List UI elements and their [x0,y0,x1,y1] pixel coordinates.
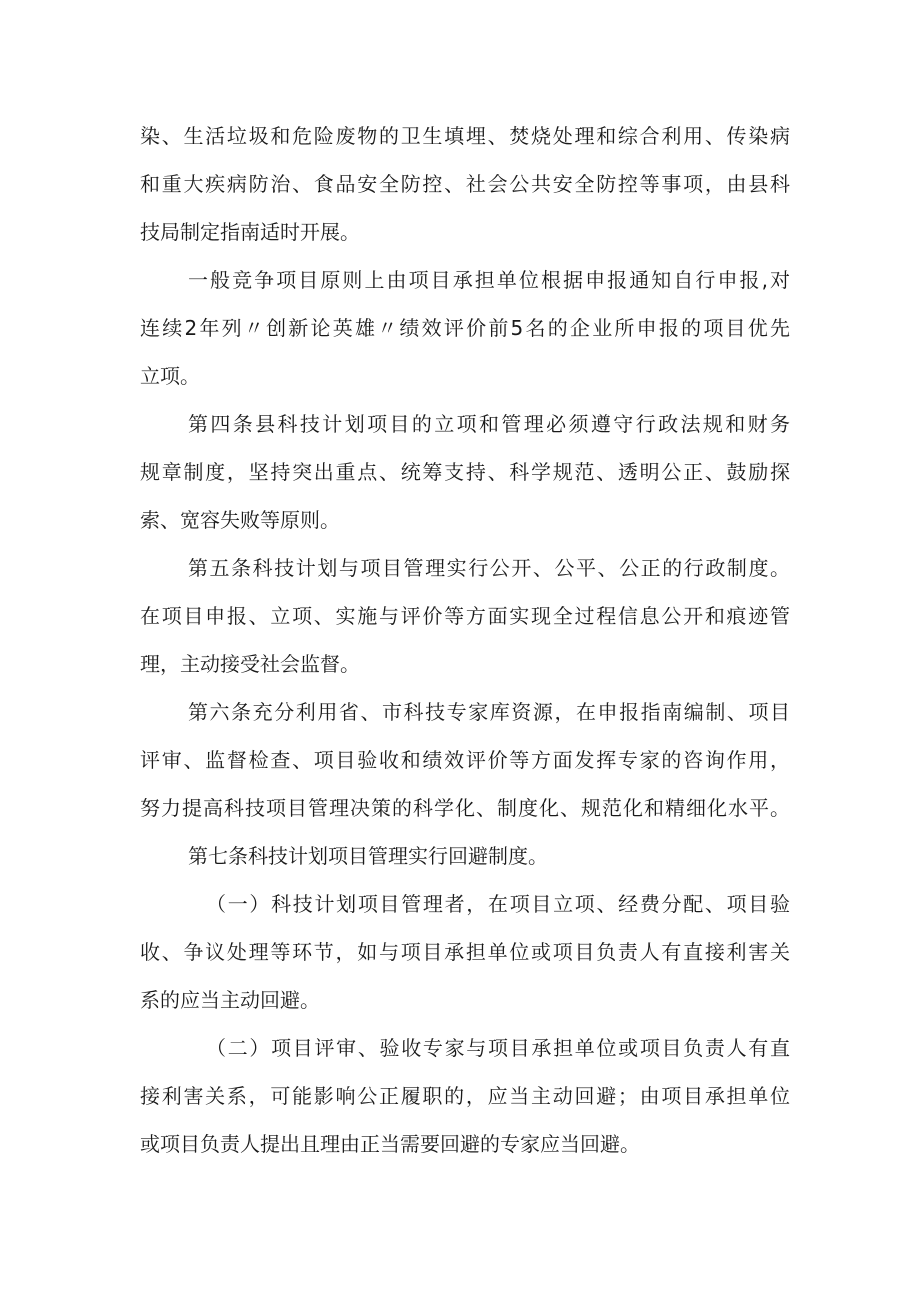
article-5-line-1: 第五条科技计划与项目管理实行公开、公平、公正的行政制度。 [188,556,790,580]
article-7-heading: 第七条科技计划项目管理实行回避制度。 [188,844,548,868]
item-2-line-2: 接利害关系，可能影响公正履职的，应当主动回避；由项目承担单位 [140,1084,790,1108]
paragraph-2-line-1: 一般竞争项目原则上由项目承担单位根据申报通知自行申报,对 [188,268,790,292]
item-1-line-2: 收、争议处理等环节，如与项目承担单位或项目负责人有直接利害关 [140,940,790,964]
item-2-line-1: （二）项目评审、验收专家与项目承担单位或项目负责人有直 [206,1036,790,1060]
paragraph-1-line-1: 染、生活垃圾和危险废物的卫生填埋、焚烧处理和综合利用、传染病 [140,124,790,148]
article-4-line-1: 第四条县科技计划项目的立项和管理必须遵守行政法规和财务 [188,412,790,436]
item-1-line-3: 系的应当主动回避。 [140,988,320,1012]
article-5-line-2: 在项目申报、立项、实施与评价等方面实现全过程信息公开和痕迹管 [140,604,790,628]
article-4-line-3: 索、宽容失败等原则。 [140,508,340,532]
article-6-line-2: 评审、监督检查、项目验收和绩效评价等方面发挥专家的咨询作用， [140,748,790,772]
item-2-line-3: 或项目负责人提出且理由正当需要回避的专家应当回避。 [140,1132,640,1156]
item-1-line-1: （一）科技计划项目管理者，在项目立项、经费分配、项目验 [206,892,790,916]
article-5-line-3: 理，主动接受社会监督。 [140,652,360,676]
article-4-line-2: 规章制度，坚持突出重点、统筹支持、科学规范、透明公正、鼓励探 [140,460,790,484]
article-6-line-1: 第六条充分利用省、市科技专家库资源，在申报指南编制、项目 [188,700,790,724]
paragraph-2-line-2: 连续2年列〃创新论英雄〃绩效评价前5名的企业所申报的项目优先 [140,316,790,340]
paragraph-1-line-2: 和重大疾病防治、食品安全防控、社会公共安全防控等事项，由县科 [140,172,790,196]
paragraph-1-line-3: 技局制定指南适时开展。 [140,220,360,244]
article-6-line-3: 努力提高科技项目管理决策的科学化、制度化、规范化和精细化水平。 [140,796,790,820]
paragraph-2-line-3: 立项。 [140,364,200,388]
